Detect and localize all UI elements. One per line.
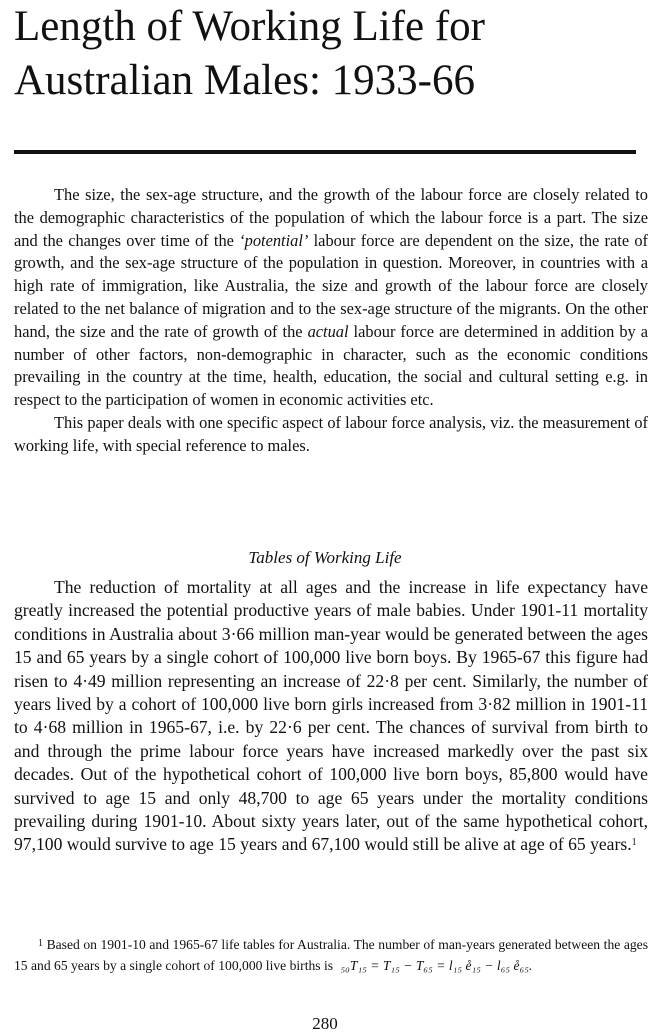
footnote-formula: ₅₀T₁₅ = T₁₅ − T₆₅ = l₁₅ e̊₁₅ − l₆₅ e̊₆₅.	[340, 958, 533, 973]
footnote-text: Based on 1901-10 and 1965-67 life tables for Australia. The number of man-years generated between the ages 15 and 65 years by a single cohort of 100,000 live births is	[14, 937, 648, 973]
footnote	[14, 934, 648, 976]
intro-p1-text-a: The size, the sex-age structure, and the growth of the labour force are closely related to the demographic characteristics of the population of which the labour force is a part. The size and the changes over time of the	[14, 185, 648, 250]
intro-p1-text-c: labour force are determined in addition by a number of other factors, non-demographic in character, such as the economic conditions prevailing in the country at the time, health, education, the social and cultural setting e.g. in respect to the participation of women in economic activities etc.	[14, 321, 648, 410]
section-heading: Tables of Working Life	[248, 548, 402, 567]
footnote-marker: 1	[38, 938, 43, 949]
main-section	[14, 576, 648, 857]
main-paragraph-1	[14, 576, 648, 857]
article-title: Length of Working Life for Australian Males: 1933-66	[14, 3, 486, 104]
intro-p1-emphasis-potential: ‘potential’	[239, 230, 309, 250]
intro-paragraph-1	[14, 184, 648, 412]
intro-p1-emphasis-actual: actual	[307, 321, 349, 341]
main-p1-text: The reduction of mortality at all ages and the increase in life expectancy have greatly increased the potential productive years of male babies. Under 1901-11 mortality conditions in Australia about 3·66 million man-year would be generated between the ages 15 and 65 years by a single cohort of 100,000 live born boys. By 1965-67 this figure had risen to 4·49 million representing an increase of 22·8 per cent. Similarly, the number of years lived by a cohort of 100,000 live born girls increased from 3·82 million in 1901-11 to 4·68 million in 1965-67, i.e. by 22·6 per cent. The chances of survival from birth to and through the prime labour force years have increased markedly over the past six decades. Out of the hypothetical cohort of 100,000 live born boys, 85,800 would have survived to age 15 and only 48,700 to age 65 years under the mortality conditions prevailing during 1901-10. About sixty years later, out of the same hypothetical cohort, 97,100 would survive to age 15 years and 67,100 would still be alive at age of 65 years.	[14, 577, 648, 855]
intro-section	[14, 184, 648, 458]
intro-p1-text-b: labour force are dependent on the size, the rate of growth, and the sex-age structure of the population in question. Moreover, in countries with a high rate of immigration, like Australia, the size and growth of the labour force are closely related to the net balance of migration and to the sex-age structure of the migrants. On the other hand, the size and the rate of growth of the	[14, 230, 649, 341]
intro-paragraph-2: This paper deals with one specific aspect of labour force analysis, viz. the measurement of working life, with special reference to males.	[14, 412, 648, 455]
title-rule	[14, 150, 636, 154]
footnote-reference[interactable]: 1	[631, 837, 637, 849]
page-number: 280	[312, 1014, 338, 1033]
